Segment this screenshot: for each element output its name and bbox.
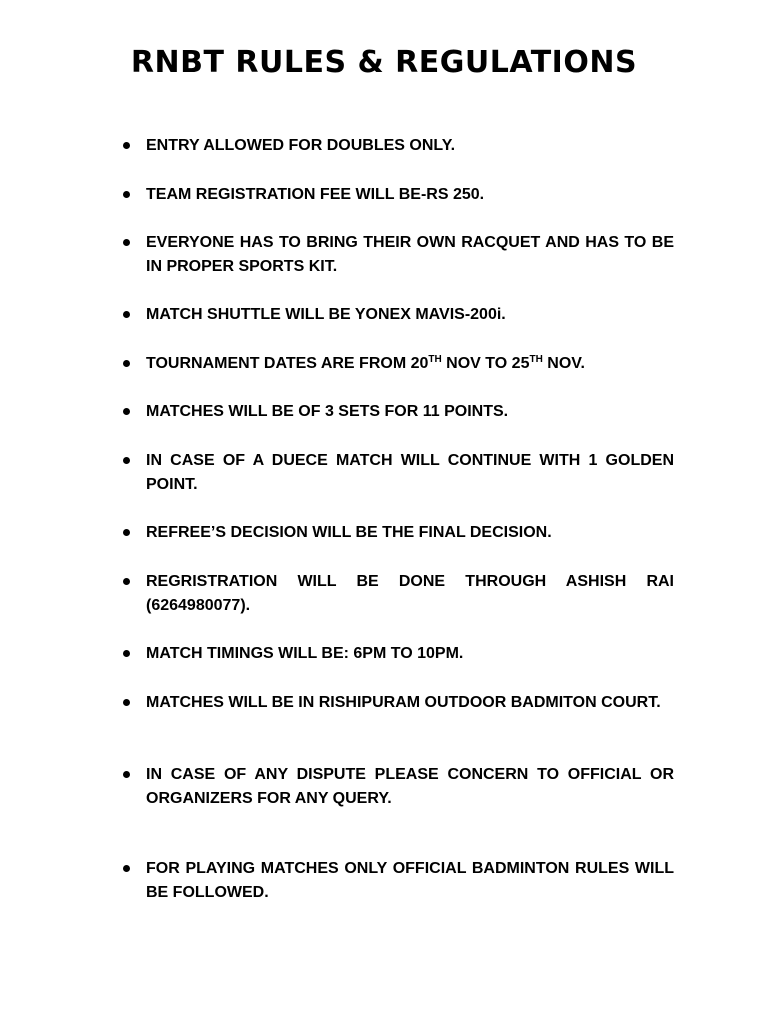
bullet-icon: [123, 642, 131, 666]
rule-text: EVERYONE HAS TO BRING THEIR OWN RACQUET AND HAS TO BE IN PROPER SPORTS KIT.: [146, 234, 674, 275]
bullet-icon: [123, 449, 131, 473]
bullet-icon: [123, 183, 131, 207]
rule-text: MATCHES WILL BE IN RISHIPURAM OUTDOOR BADMITON COURT.: [146, 694, 661, 711]
rule-item: [146, 691, 674, 715]
rule-item: [146, 352, 674, 376]
rule-text: ENTRY ALLOWED FOR DOUBLES ONLY.: [146, 137, 456, 154]
rule-text: MATCH SHUTTLE WILL BE YONEX MAVIS-200i.: [146, 306, 506, 323]
rule-text: REGRISTRATION WILL BE DONE THROUGH ASHISH RAI (6264980077).: [146, 573, 674, 614]
rule-text: TEAM REGISTRATION FEE WILL BE-RS 250.: [146, 186, 485, 203]
rule-item: [146, 303, 674, 327]
rule-text: IN CASE OF ANY DISPUTE PLEASE CONCERN TO OFFICIAL OR ORGANIZERS FOR ANY QUERY.: [146, 766, 674, 807]
rule-text: MATCH TIMINGS WILL BE: 6PM TO 10PM.: [146, 645, 464, 662]
rule-item: [146, 763, 674, 811]
bullet-icon: [123, 691, 131, 715]
bullet-icon: [123, 400, 131, 424]
rule-text-part: NOV.: [542, 355, 585, 372]
page-title: RNBT RULES & REGULATIONS: [130, 45, 638, 80]
rule-text: FOR PLAYING MATCHES ONLY OFFICIAL BADMINTON RULES WILL BE FOLLOWED.: [146, 860, 674, 901]
rule-text-part: TOURNAMENT DATES ARE FROM 20: [146, 355, 429, 372]
rule-text: IN CASE OF A DUECE MATCH WILL CONTINUE WITH 1 GOLDEN POINT.: [146, 452, 674, 493]
bullet-icon: [123, 570, 131, 594]
rule-item: [146, 449, 674, 497]
rule-item: [146, 857, 674, 905]
rule-item: [146, 231, 674, 279]
rule-item: [146, 642, 674, 666]
ordinal-suffix: TH: [428, 354, 442, 365]
bullet-icon: [123, 134, 131, 158]
rule-text: REFREE’S DECISION WILL BE THE FINAL DECISION.: [146, 524, 552, 541]
bullet-icon: [123, 763, 131, 787]
rule-item: [146, 570, 674, 618]
rule-text: MATCHES WILL BE OF 3 SETS FOR 11 POINTS.: [146, 403, 509, 420]
rule-text-part: NOV TO 25: [441, 355, 530, 372]
bullet-icon: [123, 521, 131, 545]
bullet-icon: [123, 303, 131, 327]
rule-item: [146, 134, 674, 158]
rule-item: [146, 521, 674, 545]
rule-item: [146, 183, 674, 207]
rule-text: [146, 352, 674, 376]
ordinal-suffix: TH: [529, 354, 543, 365]
bullet-icon: [123, 352, 131, 376]
bullet-icon: [123, 231, 131, 255]
rule-item: [146, 400, 674, 424]
bullet-icon: [123, 857, 131, 881]
